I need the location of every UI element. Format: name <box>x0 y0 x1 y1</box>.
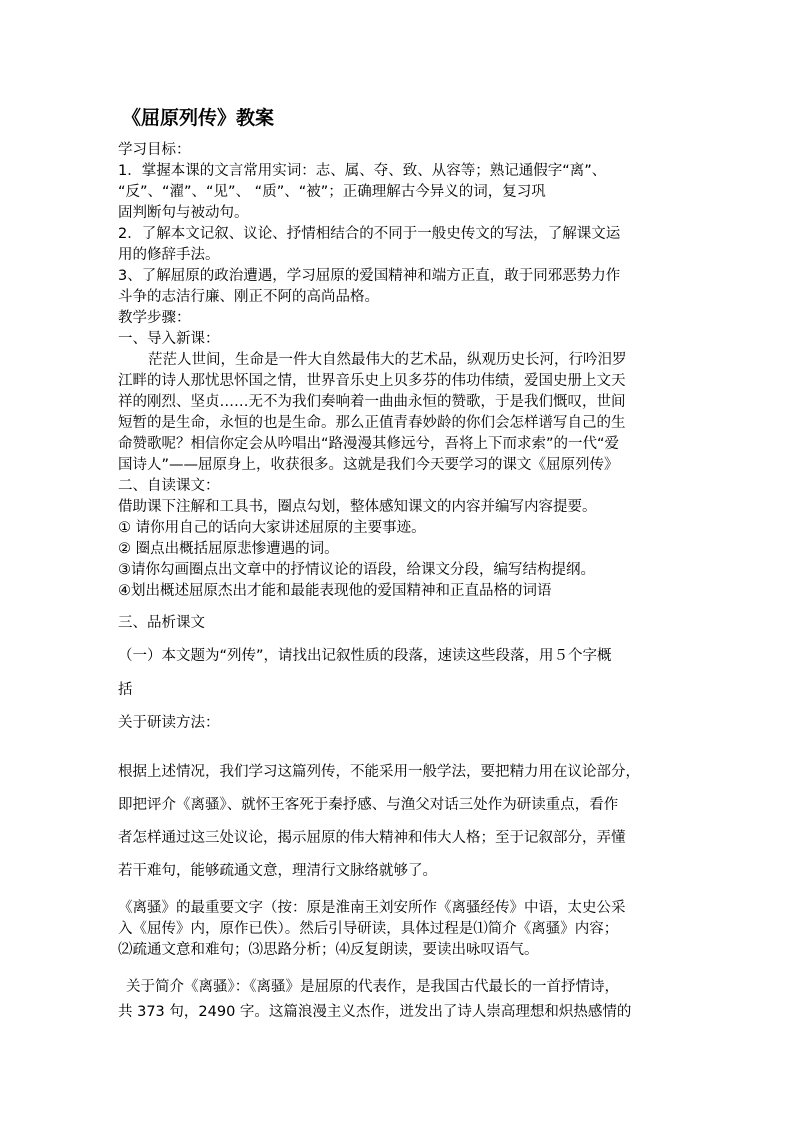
text-line: 者怎样通过这三处议论，揭示屈原的伟大精神和伟大人格；至于记叙部分，弄懂 <box>118 830 626 846</box>
section-heading: 三、品析课文 <box>118 615 205 631</box>
text-line: 国诗人”——屈原身上，收获很多。这就是我们今天要学习的课文《屈原列传》 <box>118 457 619 473</box>
text-line: ⑵疏通文意和难句；⑶思路分析；⑷反复朗读，要读出咏叹语气。 <box>118 942 539 958</box>
text-line: 命赞歌呢？相信你定会从吟唱出“路漫漫其修远兮，吾将上下而求索”的一代“爱 <box>118 436 620 452</box>
text-line: 固判断句与被动句。 <box>118 205 249 221</box>
text-line: 茫茫人世间，生命是一件大自然最伟大的艺术品，纵观历史长河，行吟汨罗 <box>148 352 627 368</box>
text-line: 入《屈传》内，原作已佚）。然后引导研读，具体过程是⑴简介《离骚》内容； <box>118 921 619 937</box>
text-line: 即把评介《离骚》、就怀王客死于秦抒感、与渔父对话三处作为研读重点，看作 <box>118 797 619 813</box>
section-heading: 一、导入新课： <box>118 331 220 347</box>
text-line: 斗争的志洁行廉、刚正不阿的高尚品格。 <box>118 289 379 305</box>
text-line: （一）本文题为“列传”，请找出记叙性质的段落，速读这些段落，用５个字概 <box>118 648 612 664</box>
text-line: 学习目标： <box>118 142 191 158</box>
list-item: ④划出概述屈原杰出才能和最能表现他的爱国精神和正直品格的词语 <box>118 583 552 599</box>
text-line: 根据上述情况，我们学习这篇列传，不能采用一般学法，要把精力用在议论部分， <box>118 764 640 780</box>
list-item: ① 请你用自己的话向大家讲述屈原的主要事迹。 <box>118 520 426 536</box>
text-line: 若干难句，能够疏通文意，理清行文脉络就够了。 <box>118 863 437 879</box>
text-line: 关于研读方法： <box>118 715 220 731</box>
section-heading: 二、自读课文： <box>118 478 220 494</box>
text-line: 3、了解屈原的政治遭遇，学习屈原的爱国精神和端方正直，敢于同邪恶势力作 <box>118 268 621 284</box>
text-line: 关于简介《离骚》：《离骚》是屈原的代表作，是我国古代最长的一首抒情诗， <box>126 979 619 995</box>
document-title: 《屈原列传》教案 <box>122 107 275 129</box>
text-line: 1．掌握本课的文言常用实词：志、属、夺、致、从容等；熟记通假字“离”、 <box>118 163 607 179</box>
text-line: 2．了解本文记叙、议论、抒情相结合的不同于一般史传文的写法，了解课文运 <box>118 226 621 242</box>
text-line: “反”、“濯”、“见”、 “质”、“被”；正确理解古今异义的词，复习巩 <box>118 184 546 200</box>
text-line: 共 373 句，2490 字。这篇浪漫主义杰作，迸发出了诗人崇高理想和炽热感情的 <box>118 1004 632 1020</box>
text-line: 《离骚》的最重要文字（按：原是淮南王刘安所作《离骚经传》中语，太史公采 <box>118 900 626 916</box>
text-line: 括 <box>118 682 133 698</box>
list-item: ③请你勾画圈点出文章中的抒情议论的语段，给课文分段，编写结构提纲。 <box>118 562 595 578</box>
text-line: 用的修辞手法。 <box>118 247 220 263</box>
text-line: 短暂的是生命，永恒的也是生命。那么正值青春妙龄的你们会怎样谱写自己的生 <box>118 415 626 431</box>
text-line: 借助课下注解和工具书，圈点勾划，整体感知课文的内容并编写内容提要。 <box>118 499 597 515</box>
text-line: 教学步骤： <box>118 310 191 326</box>
text-line: 江畔的诗人那忧思怀国之情，世界音乐史上贝多芬的伟功伟绩，爱国史册上文天 <box>118 373 626 389</box>
list-item: ② 圈点出概括屈原悲惨遭遇的词。 <box>118 541 339 557</box>
text-line: 祥的刚烈、坚贞……无不为我们奏响着一曲曲永恒的赞歌，于是我们慨叹，世间 <box>118 394 626 410</box>
